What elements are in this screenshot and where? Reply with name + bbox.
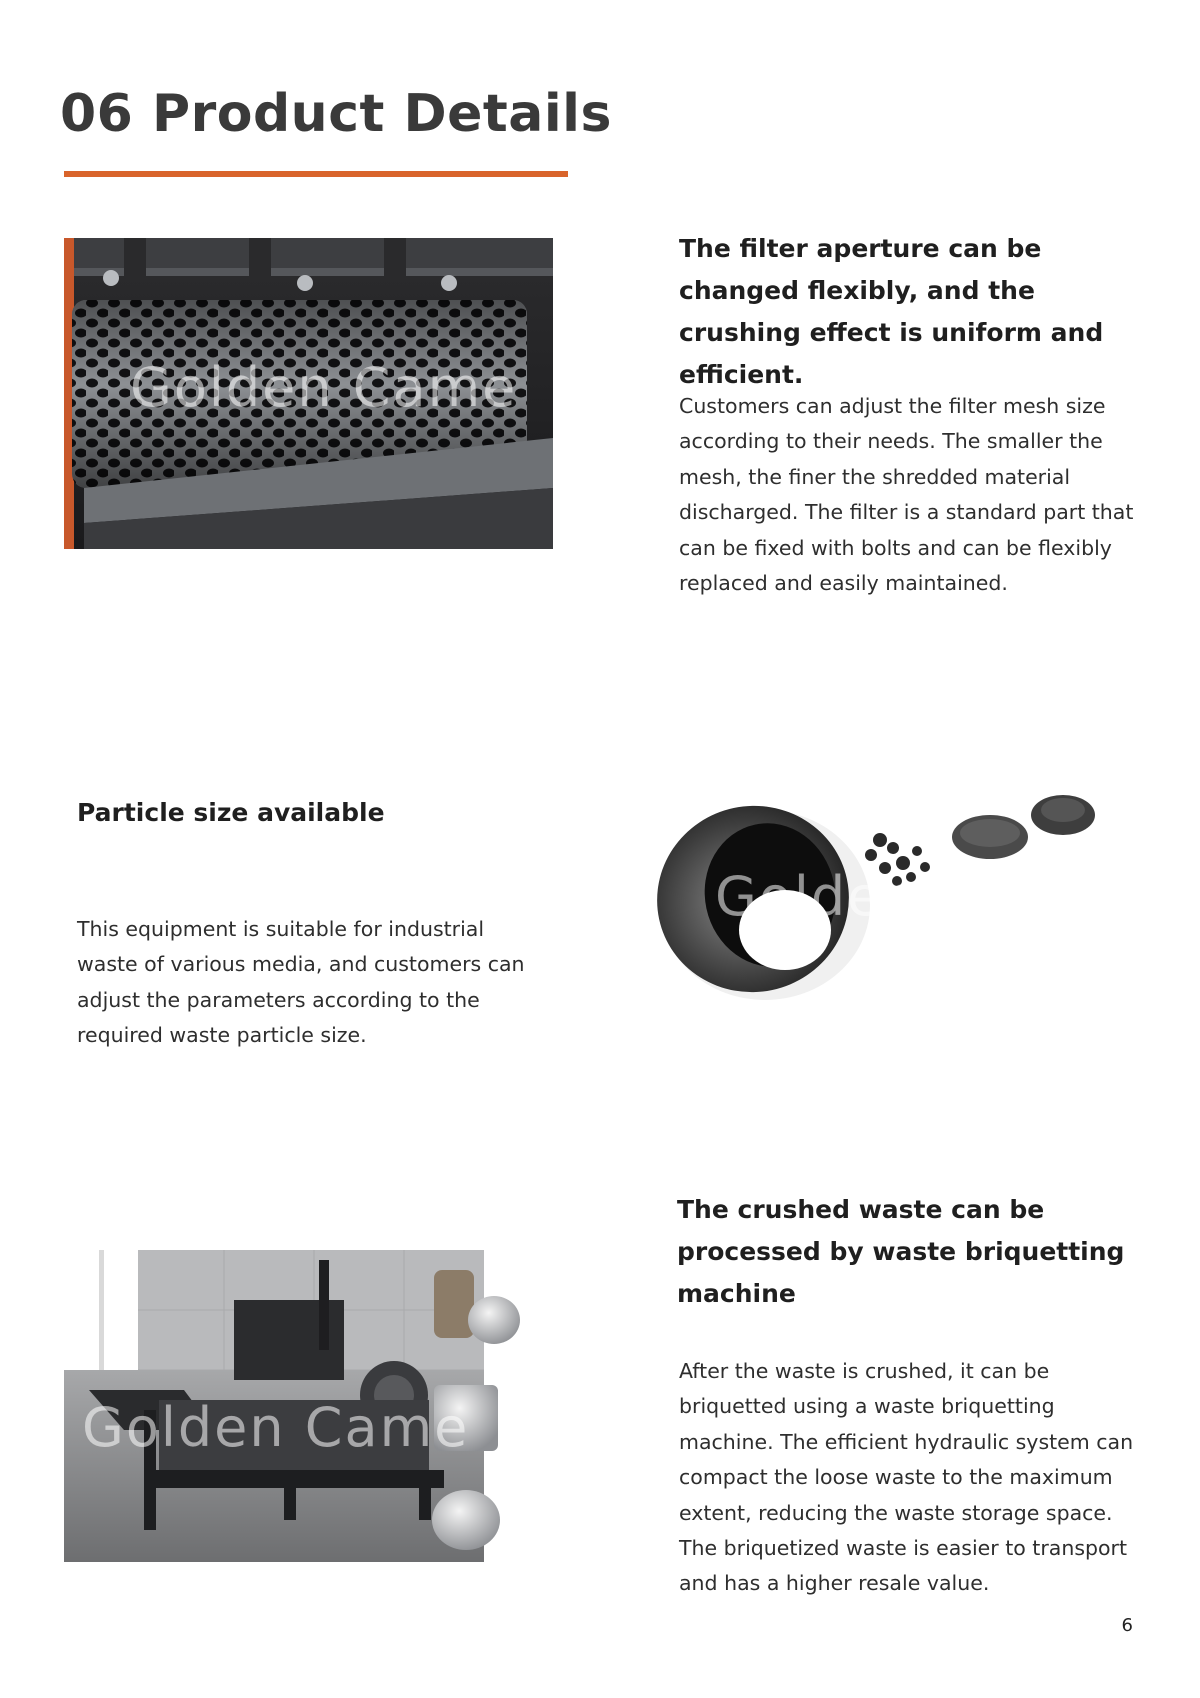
section-heading-particle: Particle size available — [77, 798, 385, 827]
section-body-filter: Customers can adjust the filter mesh size according to their needs. The smaller the mesh, the finer the shredded material discharged. The filter is a standard part that can be fixed with bolts and can be flexibly replaced and easily maintained. — [679, 394, 1134, 596]
section-body-briquetting: After the waste is crushed, it can be briquetted using a waste briquetting machine. The efficient hydraulic system can compact the loose waste to the maximum extent, reducing the waste storage space. The briquetized waste is easier to transport and has a higher resale value. — [679, 1359, 1134, 1596]
section-heading-briquetting: The crushed waste can be processed by waste briquetting machine — [677, 1195, 1125, 1308]
page-title: 06 Product Details — [60, 84, 612, 144]
particle-size-image — [635, 745, 1130, 1025]
image-watermark: Golden Came — [130, 356, 518, 419]
image-watermark: Golden Came — [82, 1396, 470, 1459]
section-body-particle: This equipment is suitable for industrial waste of various media, and customers can adjust the parameters according to the required waste particle size. — [77, 917, 525, 1048]
filter-screen-image — [64, 238, 553, 549]
title-underline — [64, 171, 568, 177]
section-heading-filter: The filter aperture can be changed flexibly, and the crushing effect is uniform and efficient. — [679, 234, 1104, 389]
page-number: 6 — [1121, 1615, 1133, 1636]
image-watermark: Golden — [715, 865, 919, 928]
briquetting-machine-image — [64, 1250, 534, 1562]
